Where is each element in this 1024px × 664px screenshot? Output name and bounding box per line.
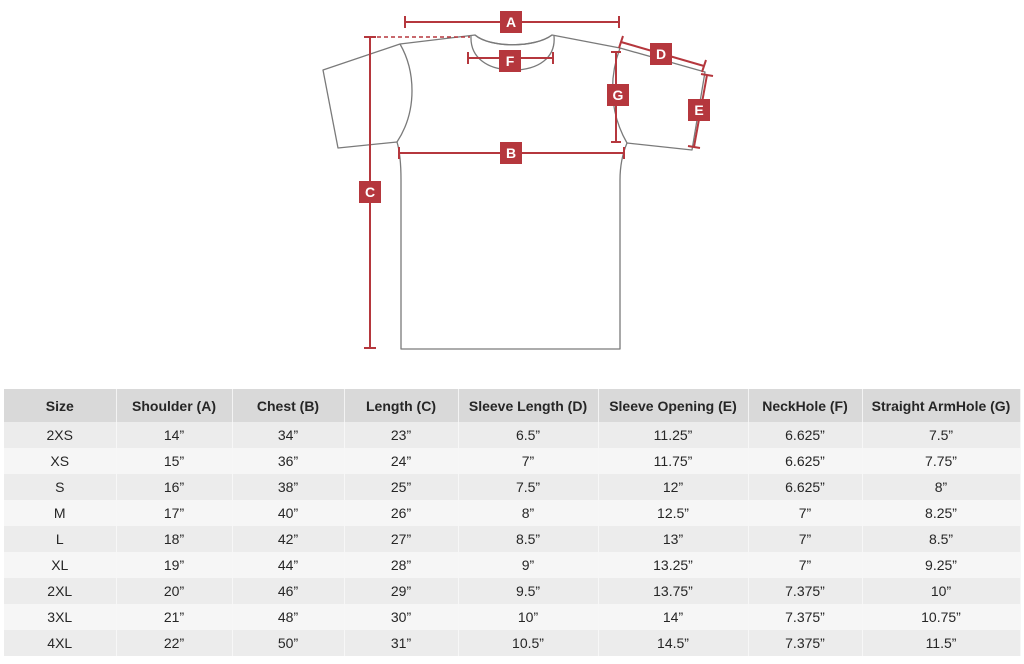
svg-text:A: A [505,14,517,30]
measurement-cell: 13.25” [598,552,748,578]
table-row [4,448,1020,474]
measurement-cell: 6.5” [458,422,598,448]
header-length: Length (C) [344,389,458,422]
measurement-cell: 8” [458,500,598,526]
measurement-cell: 18” [116,526,232,552]
measurement-cell: 28” [344,552,458,578]
measurement-cell: 9.25” [862,552,1020,578]
size-label-cell: 4XL [4,630,116,656]
size-label-cell: M [4,500,116,526]
measurement-cell: 7” [458,448,598,474]
measurement-cell: 11.25” [598,422,748,448]
table-row [4,604,1020,630]
measurement-cell: 14.5” [598,630,748,656]
measurement-cell: 15” [116,448,232,474]
measurement-cell: 7” [748,552,862,578]
measurement-cell: 36” [232,448,344,474]
measurement-cell: 42” [232,526,344,552]
measurement-cell: 24” [344,448,458,474]
measurement-cell: 13.75” [598,578,748,604]
header-chest: Chest (B) [232,389,344,422]
measurement-cell: 14” [116,422,232,448]
svg-text:E: E [694,102,704,118]
measurement-cell: 10” [458,604,598,630]
measurement-cell: 48” [232,604,344,630]
size-label-cell: 2XL [4,578,116,604]
table-row [4,630,1020,656]
measurement-cell: 23” [344,422,458,448]
marker-f [499,50,521,72]
size-label-cell: L [4,526,116,552]
measurement-cell: 6.625” [748,422,862,448]
measurement-cell: 12.5” [598,500,748,526]
table-row [4,474,1020,500]
measurement-cell: 10” [862,578,1020,604]
measurement-cell: 17” [116,500,232,526]
measurement-cell: 25” [344,474,458,500]
table-row [4,526,1020,552]
svg-text:C: C [364,184,376,200]
measurement-cell: 8.25” [862,500,1020,526]
size-label-cell: XS [4,448,116,474]
measurement-cell: 22” [116,630,232,656]
measurement-cell: 30” [344,604,458,630]
measurement-cell: 8.5” [458,526,598,552]
measurement-cell: 7” [748,500,862,526]
measurement-cell: 7.75” [862,448,1020,474]
size-label-cell: 3XL [4,604,116,630]
measurement-cell: 10.75” [862,604,1020,630]
measurement-cell: 8.5” [862,526,1020,552]
measurement-cell: 46” [232,578,344,604]
measurement-cell: 6.625” [748,474,862,500]
measurement-cell: 12” [598,474,748,500]
marker-d [650,43,672,65]
header-neckhole: NeckHole (F) [748,389,862,422]
measurement-cell: 7.375” [748,604,862,630]
header-sleeve-opening: Sleeve Opening (E) [598,389,748,422]
table-header-row [4,389,1020,422]
measurement-cell: 14” [598,604,748,630]
measurement-cell: 21” [116,604,232,630]
measurement-cell: 9.5” [458,578,598,604]
measurement-cell: 6.625” [748,448,862,474]
svg-text:B: B [505,145,517,161]
table-row [4,578,1020,604]
size-label-cell: S [4,474,116,500]
measurement-cell: 40” [232,500,344,526]
measurement-cell: 7.5” [862,422,1020,448]
measurement-cell: 20” [116,578,232,604]
marker-e [688,99,710,121]
measurement-cell: 7.375” [748,630,862,656]
measurement-cell: 50” [232,630,344,656]
measurement-cell: 13” [598,526,748,552]
marker-a [500,11,522,33]
measurement-cell: 34” [232,422,344,448]
measurement-cell: 26” [344,500,458,526]
measurement-cell: 10.5” [458,630,598,656]
measurement-cell: 9” [458,552,598,578]
header-size: Size [4,389,116,422]
measurement-cell: 27” [344,526,458,552]
svg-text:F: F [505,53,515,69]
size-label-cell: 2XS [4,422,116,448]
marker-c [359,181,381,203]
size-label-cell: XL [4,552,116,578]
marker-b [500,142,522,164]
svg-text:D: D [655,46,667,62]
measurement-cell: 19” [116,552,232,578]
table-row [4,422,1020,448]
size-chart-table [4,389,1021,656]
measurement-cell: 16” [116,474,232,500]
measurement-cell: 29” [344,578,458,604]
measurement-cell: 7.5” [458,474,598,500]
measurement-cell: 31” [344,630,458,656]
measurement-cell: 44” [232,552,344,578]
svg-text:G: G [612,87,624,103]
measurement-cell: 38” [232,474,344,500]
header-shoulder: Shoulder (A) [116,389,232,422]
table-row [4,552,1020,578]
table-row [4,500,1020,526]
header-sleeve-length: Sleeve Length (D) [458,389,598,422]
measurement-cell: 7.375” [748,578,862,604]
measurement-cell: 8” [862,474,1020,500]
measurement-cell: 7” [748,526,862,552]
measurement-cell: 11.75” [598,448,748,474]
marker-g [607,84,629,106]
header-armhole: Straight ArmHole (G) [862,389,1020,422]
measurement-cell: 11.5” [862,630,1020,656]
